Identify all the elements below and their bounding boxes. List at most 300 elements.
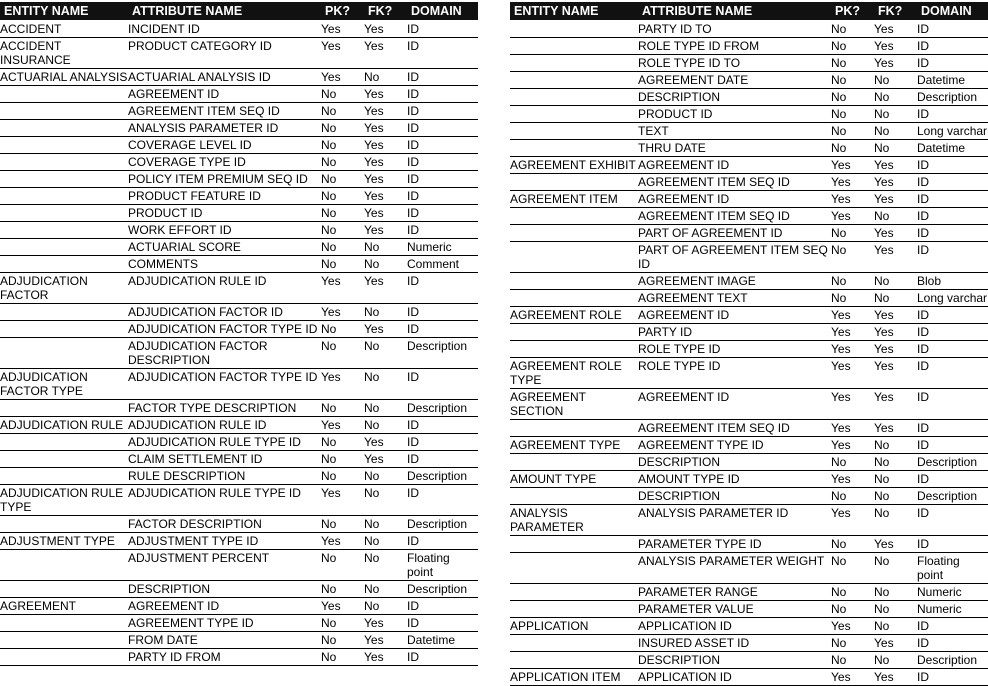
fk-cell: Yes [874,420,917,437]
table-row [0,533,478,550]
fk-cell: Yes [874,324,917,341]
fk-cell: No [874,123,917,140]
attribute-cell: AGREEMENT ITEM SEQ ID [128,103,321,120]
domain-cell: ID [917,191,988,208]
fk-cell: No [364,69,407,86]
entity-cell [0,154,128,171]
entity-cell [510,55,638,72]
header-pk: PK? [831,2,874,20]
domain-cell: ID [917,389,988,420]
entity-cell [0,516,128,533]
data-dictionary-table-left [0,2,478,666]
pk-cell: Yes [321,369,364,400]
domain-cell: ID [407,434,478,451]
pk-cell: Yes [831,420,874,437]
fk-cell: No [874,454,917,471]
fk-cell: No [874,488,917,505]
domain-cell: ID [917,536,988,553]
pk-cell: No [831,454,874,471]
attribute-cell: THRU DATE [638,140,831,157]
attribute-cell: AGREEMENT ITEM SEQ ID [638,420,831,437]
fk-cell: Yes [874,191,917,208]
entity-cell: ANALYSIS PARAMETER [510,505,638,536]
pk-cell: Yes [321,417,364,434]
fk-cell: No [874,208,917,225]
entity-cell [510,273,638,290]
pk-cell: Yes [831,389,874,420]
entity-cell [0,256,128,273]
domain-cell: ID [407,137,478,154]
table-row [510,553,988,584]
domain-cell: ID [917,174,988,191]
entity-cell [510,140,638,157]
attribute-cell: ADJUSTMENT PERCENT [128,550,321,581]
domain-cell: ID [407,20,478,38]
pk-cell: Yes [321,20,364,38]
fk-cell: No [364,468,407,485]
entity-cell [0,188,128,205]
fk-cell: Yes [874,20,917,38]
attribute-cell: AGREEMENT ID [638,157,831,174]
entity-cell [0,222,128,239]
table-row [510,420,988,437]
fk-cell: Yes [364,451,407,468]
attribute-cell: INCIDENT ID [128,20,321,38]
attribute-cell: PARTY ID [638,324,831,341]
fk-cell: No [364,256,407,273]
pk-cell: No [321,338,364,369]
entity-cell: ADJUSTMENT TYPE [0,533,128,550]
attribute-cell: TEXT [638,123,831,140]
attribute-cell: ANALYSIS PARAMETER ID [638,505,831,536]
entity-cell [510,38,638,55]
pk-cell: No [321,649,364,666]
domain-cell: Datetime [917,72,988,89]
pk-cell: No [831,553,874,584]
pk-cell: No [831,140,874,157]
entity-cell [0,468,128,485]
fk-cell: Yes [364,86,407,103]
pk-cell: No [321,400,364,417]
pk-cell: No [321,468,364,485]
entity-cell: ADJUDICATION RULE [0,417,128,434]
entity-cell: ADJUDICATION FACTOR [0,273,128,304]
table-row [0,273,478,304]
pk-cell: No [831,89,874,106]
domain-cell: ID [407,649,478,666]
fk-cell: No [364,239,407,256]
attribute-cell: AGREEMENT ID [128,598,321,615]
fk-cell: No [364,400,407,417]
pk-cell: Yes [831,174,874,191]
fk-cell: Yes [874,669,917,686]
attribute-cell: DESCRIPTION [638,488,831,505]
domain-cell: ID [407,321,478,338]
pk-cell: No [321,451,364,468]
attribute-cell: CLAIM SETTLEMENT ID [128,451,321,468]
domain-cell: Description [917,89,988,106]
attribute-cell: AGREEMENT ID [638,191,831,208]
table-row [510,273,988,290]
entity-cell [510,553,638,584]
table-row [510,55,988,72]
attribute-cell: AGREEMENT DATE [638,72,831,89]
table-row [510,157,988,174]
pk-cell: No [321,239,364,256]
entity-cell [0,649,128,666]
entity-cell [0,451,128,468]
fk-cell: No [874,89,917,106]
fk-cell: No [874,652,917,669]
table-row [510,584,988,601]
pk-cell: No [321,222,364,239]
entity-cell [510,242,638,273]
entity-cell [0,321,128,338]
domain-cell: ID [917,341,988,358]
pk-cell: No [321,615,364,632]
attribute-cell: ADJUDICATION RULE TYPE ID [128,434,321,451]
table-row [0,369,478,400]
domain-cell: ID [407,171,478,188]
domain-cell: Datetime [917,140,988,157]
attribute-cell: PARTY ID TO [638,20,831,38]
pk-cell: Yes [831,307,874,324]
domain-cell: ID [917,208,988,225]
domain-cell: Long varchar [917,291,988,305]
domain-cell: Datetime [407,632,478,649]
entity-cell: ACCIDENT [0,20,128,38]
pk-cell: No [321,154,364,171]
attribute-cell: AGREEMENT TYPE ID [128,615,321,632]
table-row [0,171,478,188]
fk-cell: No [874,584,917,601]
table-row [0,468,478,485]
domain-cell: Description [917,488,988,505]
attribute-cell: INSURED ASSET ID [638,635,831,652]
fk-cell: Yes [364,321,407,338]
entity-cell: APPLICATION ITEM [510,669,638,686]
domain-cell: ID [917,307,988,324]
header-fk: FK? [874,2,917,20]
fk-cell: No [874,106,917,123]
table-row [510,454,988,471]
entity-cell [0,338,128,369]
table-row [0,615,478,632]
header-entity-name: ENTITY NAME [0,2,128,20]
domain-cell: ID [407,69,478,86]
header-domain: DOMAIN [917,2,988,20]
fk-cell: No [364,369,407,400]
table-row [0,321,478,338]
attribute-cell: AGREEMENT ID [638,307,831,324]
pk-cell: Yes [831,208,874,225]
entity-cell [510,174,638,191]
pk-cell: No [321,86,364,103]
entity-cell [510,123,638,140]
attribute-cell: PRODUCT ID [638,106,831,123]
entity-cell [510,341,638,358]
domain-cell: ID [917,437,988,454]
table-row [510,225,988,242]
table-row [510,324,988,341]
attribute-cell: AGREEMENT IMAGE [638,273,831,290]
fk-cell: No [874,290,917,307]
attribute-cell: PART OF AGREEMENT ITEM SEQ ID [638,242,831,273]
table-row [0,632,478,649]
fk-cell: No [874,505,917,536]
attribute-cell: ADJUDICATION FACTOR TYPE ID [128,369,321,400]
attribute-cell: ROLE TYPE ID TO [638,55,831,72]
pk-cell: Yes [831,618,874,635]
domain-cell: ID [407,86,478,103]
table-row [510,208,988,225]
header-entity-name: ENTITY NAME [510,2,638,20]
domain-cell: ID [407,103,478,120]
table-row [0,137,478,154]
entity-cell [0,205,128,222]
pk-cell: Yes [831,505,874,536]
attribute-cell: WORK EFFORT ID [128,222,321,239]
attribute-cell: AGREEMENT ID [638,389,831,420]
fk-cell: Yes [874,242,917,273]
header-row [510,2,988,20]
entity-cell [510,601,638,618]
fk-cell: Yes [364,137,407,154]
attribute-cell: ADJUDICATION FACTOR TYPE ID [128,321,321,338]
fk-cell: Yes [364,120,407,137]
entity-cell [0,239,128,256]
attribute-cell: ACTUARIAL SCORE [128,239,321,256]
domain-cell: ID [407,304,478,321]
attribute-cell: ROLE TYPE ID FROM [638,38,831,55]
table-row [0,239,478,256]
domain-cell: ID [407,369,478,400]
table-row [0,86,478,103]
fk-cell: Yes [364,103,407,120]
fk-cell: Yes [874,389,917,420]
attribute-cell: ACTUARIAL ANALYSIS ID [128,69,321,86]
header-domain: DOMAIN [407,2,478,20]
entity-cell: ADJUDICATION RULE TYPE [0,485,128,516]
pk-cell: No [831,225,874,242]
domain-cell: Long varchar [917,124,988,138]
entity-cell: AGREEMENT [0,598,128,615]
table-row [0,69,478,86]
pk-cell: Yes [321,598,364,615]
attribute-cell: AGREEMENT ITEM SEQ ID [638,208,831,225]
fk-cell: No [874,618,917,635]
domain-cell: ID [407,154,478,171]
attribute-cell: AGREEMENT ITEM SEQ ID [638,174,831,191]
attribute-cell: COMMENTS [128,256,321,273]
entity-cell: AMOUNT TYPE [510,471,638,488]
pk-cell: No [831,635,874,652]
table-row [510,601,988,618]
pk-cell: No [831,55,874,72]
attribute-cell: ADJUDICATION RULE ID [128,273,321,304]
fk-cell: No [874,601,917,618]
pk-cell: No [831,290,874,307]
pk-cell: No [831,584,874,601]
fk-cell: No [874,553,917,584]
fk-cell: Yes [364,154,407,171]
pk-cell: No [321,581,364,598]
entity-cell [510,20,638,38]
domain-cell: ID [407,205,478,222]
table-row [0,338,478,369]
attribute-cell: ADJUDICATION RULE ID [128,417,321,434]
domain-cell: ID [407,273,478,304]
fk-cell: Yes [874,358,917,389]
domain-cell: Description [917,652,988,669]
table-row [510,307,988,324]
table-row [0,649,478,666]
data-dictionary-table-right [510,2,988,686]
entity-cell [0,581,128,598]
table-row [510,505,988,536]
pk-cell: No [831,123,874,140]
attribute-cell: RULE DESCRIPTION [128,468,321,485]
pk-cell: No [831,242,874,273]
entity-cell [0,615,128,632]
table-row [0,598,478,615]
table-row [510,140,988,157]
table-row [510,652,988,669]
fk-cell: No [874,140,917,157]
attribute-cell: DESCRIPTION [638,454,831,471]
domain-cell: ID [917,157,988,174]
domain-cell: ID [407,451,478,468]
pk-cell: No [321,516,364,533]
domain-cell: ID [917,20,988,38]
table-row [510,123,988,140]
attribute-cell: AMOUNT TYPE ID [638,471,831,488]
attribute-cell: ROLE TYPE ID [638,358,831,389]
entity-cell [510,488,638,505]
domain-cell: Description [407,468,478,485]
fk-cell: Yes [874,225,917,242]
entity-cell: AGREEMENT EXHIBIT [510,157,638,174]
entity-cell [510,584,638,601]
domain-cell: ID [917,55,988,72]
table-row [510,191,988,208]
attribute-cell: DESCRIPTION [638,89,831,106]
attribute-cell: PARAMETER TYPE ID [638,536,831,553]
table-row [0,516,478,533]
entity-cell [510,89,638,106]
table-row [510,290,988,307]
entity-cell [0,434,128,451]
fk-cell: Yes [874,307,917,324]
table-row [510,669,988,686]
entity-cell [0,137,128,154]
pk-cell: No [321,550,364,581]
domain-cell: Floating point [917,553,988,584]
fk-cell: Yes [874,174,917,191]
pk-cell: Yes [831,358,874,389]
domain-cell: Numeric [407,239,478,256]
entity-cell: ACCIDENT INSURANCE [0,38,128,69]
table-row [0,222,478,239]
pk-cell: No [831,20,874,38]
table-row [0,417,478,434]
fk-cell: Yes [874,341,917,358]
attribute-cell: PARTY ID FROM [128,649,321,666]
domain-cell: ID [917,38,988,55]
fk-cell: No [364,598,407,615]
attribute-cell: PRODUCT CATEGORY ID [128,38,321,69]
table-row [510,488,988,505]
fk-cell: Yes [364,38,407,69]
fk-cell: Yes [364,649,407,666]
pk-cell: No [321,103,364,120]
pk-cell: Yes [321,69,364,86]
table-body-right [510,20,988,686]
table-row [510,437,988,454]
entity-cell: AGREEMENT ROLE [510,307,638,324]
table-row [510,89,988,106]
attribute-cell: AGREEMENT TEXT [638,290,831,307]
domain-cell: ID [917,618,988,635]
pk-cell: No [321,120,364,137]
attribute-cell: ADJUSTMENT TYPE ID [128,533,321,550]
domain-cell: Floating point [407,550,478,581]
domain-cell: ID [917,358,988,389]
domain-cell: ID [407,417,478,434]
attribute-cell: APPLICATION ID [638,669,831,686]
attribute-cell: ROLE TYPE ID [638,341,831,358]
entity-cell: AGREEMENT SECTION [510,389,638,420]
pk-cell: No [321,171,364,188]
attribute-cell: AGREEMENT ID [128,86,321,103]
attribute-cell: COVERAGE LEVEL ID [128,137,321,154]
table-row [510,358,988,389]
pk-cell: Yes [321,485,364,516]
fk-cell: No [874,437,917,454]
table-row [0,550,478,581]
entity-cell: ACTUARIAL ANALYSIS [0,70,128,84]
domain-cell: Blob [917,273,988,290]
domain-cell: ID [917,420,988,437]
entity-cell [510,420,638,437]
attribute-cell: PARAMETER RANGE [638,584,831,601]
table-row [0,103,478,120]
table-row [510,536,988,553]
domain-cell: ID [407,120,478,137]
pk-cell: Yes [831,471,874,488]
fk-cell: Yes [874,536,917,553]
entity-cell [0,103,128,120]
fk-cell: Yes [874,55,917,72]
fk-cell: No [364,304,407,321]
table-body-left [0,20,478,666]
domain-cell: ID [917,242,988,273]
table-row [0,256,478,273]
fk-cell: No [874,72,917,89]
pk-cell: No [321,321,364,338]
attribute-cell: ADJUDICATION FACTOR ID [128,304,321,321]
table-row [0,188,478,205]
fk-cell: No [364,550,407,581]
table-row [510,242,988,273]
header-attribute-name: ATTRIBUTE NAME [128,2,321,20]
entity-cell [510,72,638,89]
table-row [0,20,478,38]
attribute-cell: PART OF AGREEMENT ID [638,225,831,242]
entity-cell [510,208,638,225]
attribute-cell: COVERAGE TYPE ID [128,154,321,171]
domain-cell: ID [917,635,988,652]
